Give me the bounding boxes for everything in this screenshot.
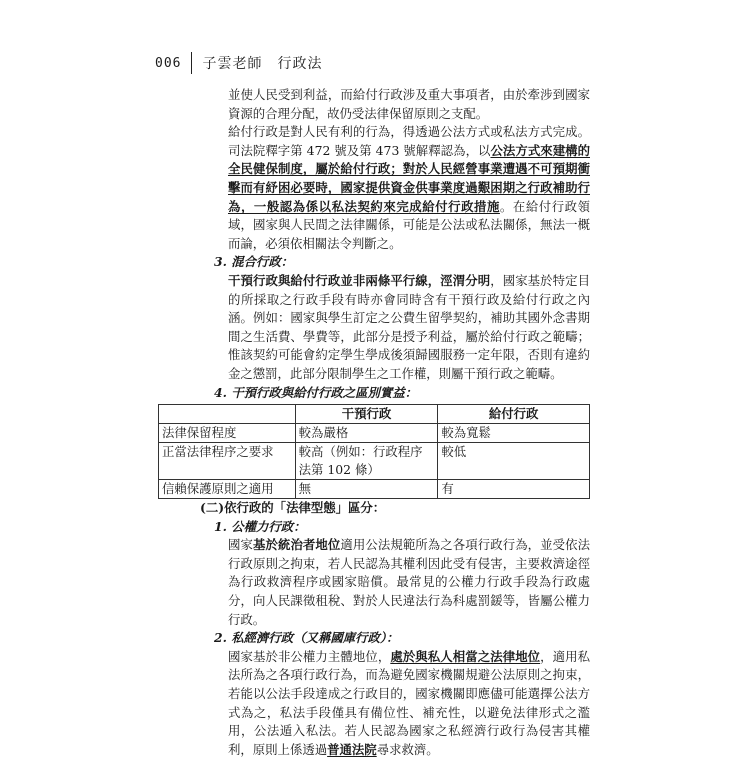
table-cell: 有 [438, 480, 590, 499]
sub1-text-a: 國家 [228, 537, 253, 553]
sub2-text-a: 國家基於非公權力主體地位， [228, 648, 391, 664]
para2-text-b: 司法院釋字第 472 號及第 473 號解釋認為，以 [228, 142, 491, 158]
para2-text-a: 給付行政是對人民有利的行為，得透過公法方式或私法方式完成。 [228, 124, 590, 140]
table-cell: 較高（例如：行政程序法第 102 條） [295, 443, 438, 480]
sub2-court-emphasis: 普通法院 [327, 741, 377, 757]
book-title: 子雲老師 行政法 [202, 56, 323, 72]
sub1-bold: 基於統治者地位 [252, 537, 341, 553]
table-cell: 無 [295, 480, 438, 499]
table-cell: 正當法律程序之要求 [159, 443, 296, 480]
para1-line1: 並使人民受到利益，而給付行政涉及重大事項者，由於牽涉到國家 [228, 87, 590, 102]
section2-heading: (二)依行政的「法律型態」區分： [200, 500, 386, 516]
page-number: 006 [155, 55, 182, 71]
sub2-heading: 2. 私經濟行政（又稱國庫行政）： [214, 630, 399, 646]
sub2-text-c: 尋求救濟。 [376, 741, 439, 757]
sub2-text-b: ，適用私法所為之各項行政行為，而為避免國家機關規避公法原則之拘束，若能以公法手段達成之行政目的，國家機關即應儘可能選擇公法方式為之，私法手段僅具有備位性、補充性，以避免法律形式之濫用，公法遁入私法。若人民認為國家之私經濟行政行為侵害其權利，原則上係透過 [228, 648, 591, 757]
page-body [158, 86, 590, 759]
table-cell: 信賴保護原則之適用 [159, 480, 296, 499]
paragraph-benefit-administration [228, 123, 590, 253]
sub1-paragraph [228, 536, 590, 629]
table-cell: 法律保留程度 [159, 424, 296, 443]
item3-text: ，國家基於特定目的所採取之行政手段有時亦會同時含有干預行政及給付行政之內涵。例如：國家與學生訂定之公費生留學契約，補助其國外念書期間之生活費、學費等，此部分是授予利益，屬於給付行政之範疇；惟該契約可能會約定學生學成後須歸國服務一定年限，否則有違約金之懲罰，此部分限制學生之工作權，則屬干預行政之範疇。 [228, 272, 591, 381]
sub1-text-b: 適用公法規範所為之各項行政行為，並受依法行政原則之拘束，若人民認為其權利因此受有侵害，主要救濟途徑為行政救濟程序或國家賠償。最常見的公權力行政手段為行政處分，向人民課徵租稅、對於人民違法行為科處罰鍰等，皆屬公權力行政。 [228, 537, 591, 627]
table-cell: 較低 [438, 443, 590, 480]
item3-heading: 3. 混合行政： [214, 254, 294, 270]
item3-bold-lead: 干預行政與給付行政並非兩條平行線，涇渭分明 [228, 272, 491, 288]
item4-heading: 4. 干預行政與給付行政之區別實益： [214, 384, 418, 400]
table-header-row [159, 405, 590, 424]
header-divider [191, 52, 192, 74]
table-header-cell: 干預行政 [295, 405, 438, 424]
table-row [159, 443, 590, 480]
table-row [159, 424, 590, 443]
page-header [155, 48, 322, 78]
item3-paragraph [228, 272, 590, 384]
table-header-cell: 給付行政 [438, 405, 590, 424]
table-header-cell [159, 405, 296, 424]
para2-emphasis: 公法方式來建構的全民健保制度，屬於給付行政；對於人民經營事業遭遇不可預期衝擊而有紓困必要時，國家提供資金供事業度過艱困期之行政補助行為，一般認為係以私法契約來完成給付行政措施 [228, 142, 590, 214]
sub1-heading: 1. 公權力行政： [214, 518, 306, 534]
sub2-emphasis: 處於與私人相當之法律地位 [390, 648, 541, 664]
paragraph-continuation [228, 86, 590, 123]
sub2-paragraph [228, 648, 590, 759]
table-row [159, 480, 590, 499]
table-cell: 較為寬鬆 [438, 424, 590, 443]
para1-line2: 資源的合理分配，故仍受法律保留原則之支配。 [228, 105, 489, 121]
table-cell: 較為嚴格 [295, 424, 438, 443]
comparison-table [158, 404, 590, 499]
para2-text-c: 。在給付行政領域，國家與人民間之法律關係，可能是公法或私法關係，無法一概而論，必須依相關法令判斷之。 [228, 198, 591, 251]
